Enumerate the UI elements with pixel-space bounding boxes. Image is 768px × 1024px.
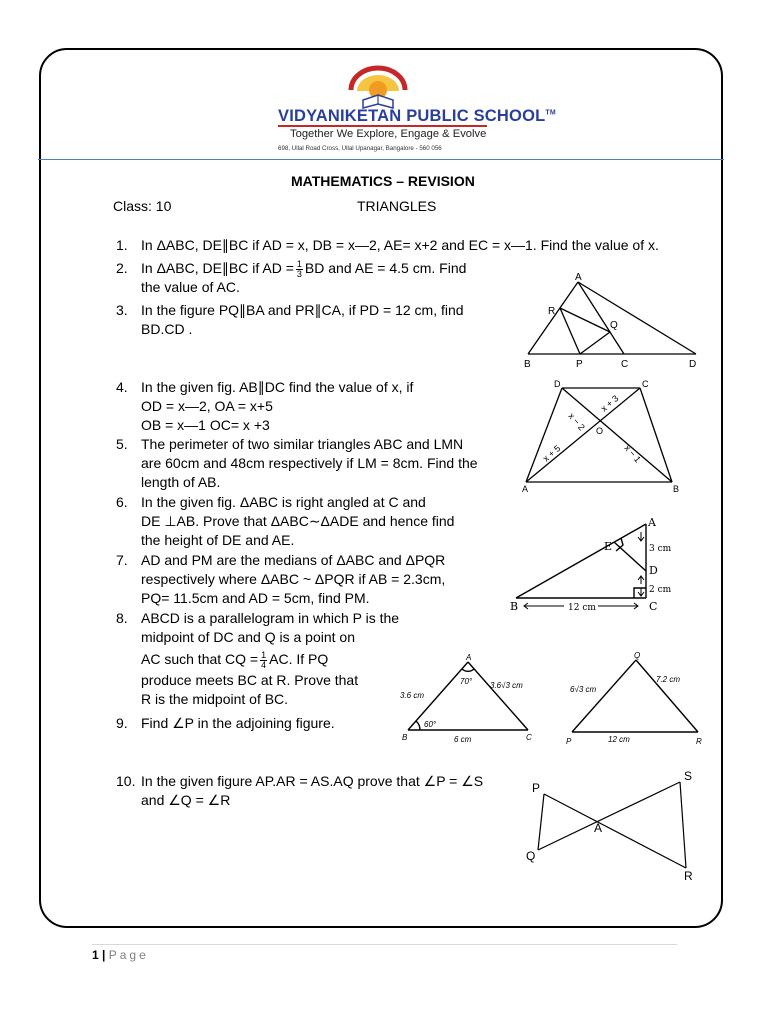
svg-text:12 cm: 12 cm [568,603,596,613]
svg-text:R: R [548,306,556,317]
svg-text:3 cm: 3 cm [649,544,672,554]
page-footer: 1 | Page [92,948,149,962]
svg-text:P: P [566,737,572,746]
svg-text:B: B [402,733,408,742]
svg-text:x + 5: x + 5 [540,443,563,464]
svg-text:70°: 70° [460,677,473,686]
figure-q3-triangle [518,272,704,372]
svg-text:Q: Q [610,320,618,331]
school-tagline: Together We Explore, Engage & Evolve [290,128,487,140]
svg-text:3.6 cm: 3.6 cm [400,691,425,700]
figure-q6-right-triangle [506,514,686,616]
svg-text:12 cm: 12 cm [608,735,630,744]
figure-q9-triangle-pqr [562,650,706,748]
svg-text:A: A [648,516,656,529]
school-name: VIDYANIKETAN PUBLIC SCHOOL™ [278,107,556,125]
svg-text:P: P [532,781,541,795]
svg-text:60°: 60° [424,720,437,729]
svg-text:R: R [696,737,702,746]
svg-text:x − 2: x − 2 [566,410,587,433]
svg-text:P: P [576,359,583,370]
svg-text:B: B [524,359,531,370]
svg-text:x − 1: x − 1 [622,442,643,465]
figure-q4-trapezium [516,378,688,496]
svg-text:C: C [621,359,629,370]
svg-text:6 cm: 6 cm [454,735,472,744]
svg-text:R: R [684,869,693,883]
class-label: Class: 10 [113,198,172,214]
svg-text:D: D [689,359,697,370]
footer-divider [92,944,677,945]
figure-q9-triangle-abc [398,652,546,748]
fraction: $\frac{1}{3}$ [296,258,302,279]
svg-text:D: D [554,379,561,389]
svg-text:A: A [575,272,582,283]
svg-text:B: B [510,600,519,613]
svg-text:B: B [673,484,680,494]
svg-text:2 cm: 2 cm [649,585,672,595]
school-name-underline [278,125,487,127]
svg-text:S: S [684,769,693,783]
fraction: $\frac{1}{4}$ [261,649,267,670]
svg-text:Q: Q [634,651,641,660]
svg-text:7.2 cm: 7.2 cm [656,675,681,684]
header-divider [38,159,724,160]
svg-text:Q: Q [526,849,536,863]
school-address: 698, Ullal Road Cross, Ullal Upanagar, Bangalore - 560 056 [278,145,442,152]
svg-text:x + 3: x + 3 [598,393,621,414]
topic-label: TRIANGLES [357,198,437,214]
svg-text:D: D [649,564,658,577]
svg-text:A: A [594,821,603,835]
svg-text:A: A [522,484,529,494]
svg-text:E: E [604,540,613,553]
svg-text:O: O [596,426,604,436]
svg-text:C: C [642,379,649,389]
svg-text:C: C [526,733,532,742]
svg-text:3.6√3 cm: 3.6√3 cm [490,681,523,690]
figure-q10-crossed-triangles [520,766,704,884]
worksheet-title: MATHEMATICS – REVISION [291,173,475,189]
svg-text:C: C [649,600,658,613]
svg-text:A: A [466,653,472,662]
svg-text:6√3 cm: 6√3 cm [570,685,597,694]
school-logo-emblem [343,64,413,112]
